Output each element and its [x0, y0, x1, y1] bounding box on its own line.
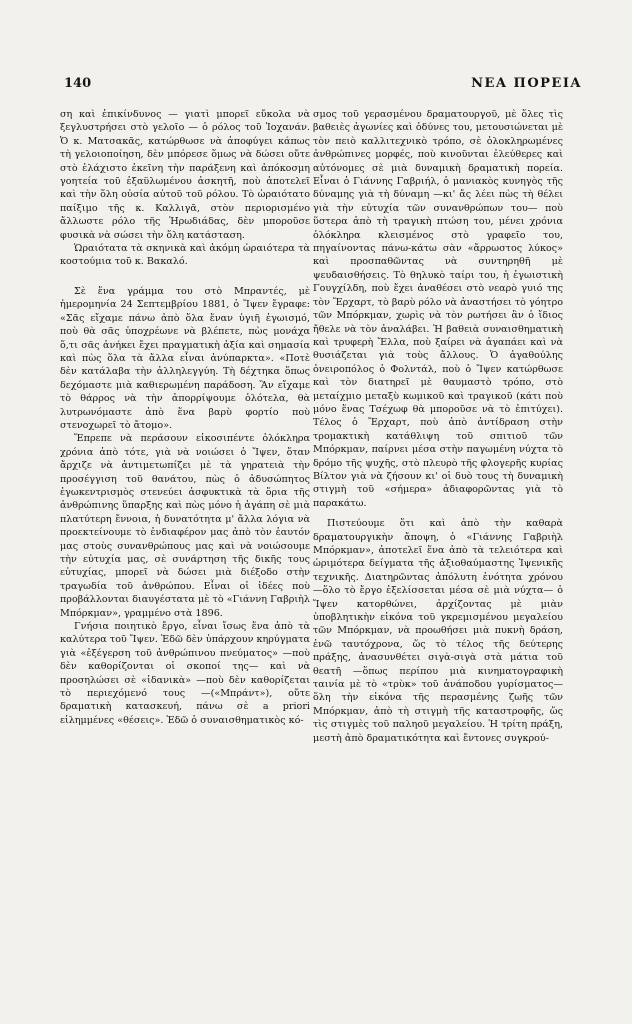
right-column [313, 108, 563, 745]
paragraph: Πιστεύουμε ὅτι καὶ ἀπὸ τὴν καθαρὰ δραματουργικὴν ἄποψη, ὁ «Γιάννης Γαβριὴλ Μπόρκμαν», ἀποτελεῖ ἕνα ἀπὸ τὰ τελειότερα καὶ ὡριμότερα δείγματα τῆς ἀξιοθαύμαστης Ἰψενικῆς τεχνικῆς. Διατηρῶντας ἀπόλυτη ἑνότητα χρόνου —ὅλο τὸ ἔργο ἐξελίσσεται μέσα σὲ μιὰ νύχτα— ὁ Ἴψεν κατορθώνει, ἀρχίζοντας μὲ μιὰν ὑποβλητικὴν εἰκόνα τοῦ γκρεμισμένου μεγαλείου τῶν Μπόρκμαν, νὰ προωθήσει μιὰ πυκνὴ δράση, ἐνῶ ταυτόχρονα, ὥς τὸ τέλος τῆς δεύτερης πράξης, ἀνασυνθέτει σιγὰ-σιγὰ στὰ μάτια τοῦ θεατῆ —ὅπως περίπου μιὰ κινηματογραφικὴ ταινία μὲ τὸ «τρὺκ» τοῦ ἀνάποδου γυρίσματος— ὅλη τὴν εἰκόνα τῆς περασμένης ζωῆς τῶν Μπόρκμαν, ἀπὸ τὴ στιγμὴ τῆς καταστροφῆς, ὥς τὶς στιγμὲς τοῦ παληοῦ μεγαλείου. Ἡ τρίτη πράξη, μεστὴ ἀπὸ δραματικότητα καὶ ἔντονες συγκρού- [313, 518, 563, 744]
paragraph: Ὡραιότατα τὰ σκηνικὰ καὶ ἀκόμη ὡραιότερα τὰ κοστούμια τοῦ κ. Βακαλό. [60, 243, 310, 268]
paragraph: Ἔπρεπε νὰ περάσουν εἰκοσιπέντε ὁλόκληρα χρόνια ἀπὸ τότε, γιὰ νὰ νοιώσει ὁ Ἴψεν, ὅταν ἄρχιζε νὰ ἀντιμετωπίζει μὲ τὰ γηρατειὰ τὴν προσέγγιση τοῦ θανάτου, πὼς ὁ ἀδυσώπητος ἐγωκεντρισμὸς στενεύει ἀσφυκτικὰ τὰ ὅρια τῆς ἀνθρώπινης ὕπαρξης καὶ πὼς μόνο ἡ ἀγάπη σὲ μιὰ πλατύτερη ἔννοια, ἡ δυνατότητα μ' ἄλλα λόγια νὰ προεκτείνουμε τὸ ἐνδιαφέρον μας ἀπὸ τὸν ἑαυτόν μας στοὺς συνανθρώπους μας καὶ νὰ νοιώσουμε τὴν εὐτυχία μας, σὲ συνάρτηση τῆς δικῆς τους εὐτυχίας, μπορεῖ νὰ δώσει μιὰ διέξοδο στὴν τραγωδία τοῦ ἀνθρώπου. Εἶναι οἱ ἰδέες ποὺ προβάλλονται διαυγέστατα μὲ τὸ «Γιάννη Γαβριὴλ Μπόρκμαν», γραμμένο στὰ 1896. [60, 433, 310, 619]
left-column [60, 108, 310, 727]
page-number: 140 [64, 76, 92, 91]
running-title: ΝΕΑ ΠΟΡΕΙΑ [471, 76, 582, 91]
paragraph: ση καὶ ἐπικίνδυνος — γιατὶ μπορεῖ εὔκολα νὰ ξεγλυστρήσει στὸ γελοῖο — ὁ ρόλος τοῦ Ἰοχανάν. Ὁ κ. Ματσακᾶς, κατώρθωσε νὰ ἀποφύγει κάπως τὴ γελοιοποίηση, δὲν μπόρεσε ὅμως νὰ δώσει οὔτε στὸ ἐλάχιστο ἐκεῖνη τὴν παράξενη καὶ ἀπόκοσμη γοητεία τοῦ ἐξαϋλωμένου ἀσκητῆ, ποὺ ἀποτελεῖ καὶ τὴν ὅλη οὐσία αὐτοῦ τοῦ ρόλου. Τὸ ὡραιότατο παίξιμο τῆς κ. Καλλιγᾶ, στὸν περιορισμένο ἄλλωστε ρόλο τῆς Ἡρωδιάδας, δὲν μποροῦσε φυσικὰ νὰ σώσει τὴν ὅλη κατάσταση. [60, 109, 310, 241]
paragraph: σμος τοῦ γερασμένου δραματουργοῦ, μὲ ὅλες τὶς βαθειὲς ἀγωνίες καὶ ὀδύνες του, μετουσιώνεται μὲ τὸν πειὸ καλλιτεχνικὸ τρόπο, σὲ ὁλοκληρωμένες ἀνθρώπινες μορφές, ποὺ κινοῦνται ἐλεύθερες καὶ αὐτόνομες σὲ μιὰ δυναμικὴ δραματικὴ πορεία. Εἶναι ὁ Γιάννης Γαβριήλ, ὁ μανιακὸς κυνηγὸς τῆς δύναμης γιὰ τὴ δύναμη —κι' ἄς λέει πὼς τὴ θέλει γιὰ τὴν εὐτυχία τῶν συνανθρώπων του— ποὺ ὕστερα ἀπὸ τὴ τραγικὴ πτώση του, μένει χρόνια ὁλόκληρα κλεισμένος στὸ γραφεῖο του, πηγαίνοντας πάνω-κάτω σὰν «ἄρρωστος λύκος» καὶ προσπαθῶντας νὰ συντηρηθῆ μὲ ψευδαισθήσεις. Τὸ θηλυκὸ ταίρι του, ἡ ἐγωιστικὴ Γουγχίλδη, ποὺ ἔχει ἀναθέσει στὸ νεαρὸ γυιό της τὸν Ἔρχαρτ, τὸ βαρὺ ρόλο νὰ ἀναστήσει τὸ γόητρο τῶν Μπόρκμαν, χωρὶς νὰ τὸν ρωτήσει ἂν ὁ ἴδιος ἤθελε νὰ τὸν ἀναλάβει. Ἡ βαθειὰ συναισθηματικὴ καὶ τρυφερὴ Ἔλλα, ποὺ ξαίρει νὰ ἀγαπάει καὶ νὰ θυσιάζεται γιὰ τοὺς ἄλλους. Ὁ ἀγαθούλης ὀνειροπόλος ὁ Φολντάλ, ποὺ ὁ Ἴψεν κατώρθωσε καὶ τὸν διατηρεῖ μὲ θαυμαστὸ τρόπο, στὸ μεταίχμιο μεταξὺ κωμικοῦ καὶ τραγικοῦ (κάτι ποὺ μόνο ἕνας Τσέχωφ θὰ μποροῦσε νὰ τὸ ἐπιτύχει). Τέλος ὁ Ἔρχαρτ, ποὺ ἀπὸ ἀντίδραση στὴν τρομακτικὴ κατάθλιψη τοῦ σπιτιοῦ τῶν Μπόρκμαν, παίρνει μέσα στὴν παγωμένη νύχτα τὸ δρόμο τῆς ψυχῆς, στὸ πλευρὸ τῆς φλογερῆς κυρίας Βίλτον γιὰ νὰ ζήσουν κι' οἱ δυὸ τους τὴ δυναμικὴ στιγμὴ τοῦ «σήμερα» ἀδιαφορῶντας γιὰ τὸ παρακάτω. [313, 109, 563, 509]
page-header [64, 76, 582, 96]
paragraph: Γνήσια ποιητικὸ ἔργο, εἶναι ἴσως ἕνα ἀπὸ τὰ καλύτερα τοῦ Ἴψεν. Ἐδῶ δὲν ὑπάρχουν κηρύγματα γιὰ «ἐξέγερση τοῦ ἀνθρώπινου πνεύματος» —ποὺ δὲν καθορίζονται οἱ σκοποί της— καὶ νὰ προσηλώσει σὲ «ἰδανικὰ» —ποὺ δὲν καθορίζεται τὸ περιεχόμενό τους —(«Μπράντ»), οὔτε δραματικὴ κατασκευή, πάνω σὲ a priori εἰλημμένες «θέσεις». Ἐδῶ ὁ συναισθηματικὸς κό- [60, 621, 310, 726]
paragraph: Σὲ ἕνα γράμμα του στὸ Μπραντές, μὲ ἡμερομηνία 24 Σεπτεμβρίου 1881, ὁ Ἴψεν ἔγραφε: «Σᾶς εἴχαμε πάνω ἀπὸ ὅλα ἕναν ὑγιῆ ἐγωισμό, ποὺ θὰ σᾶς ὑποχρέωνε νὰ βλέπετε, πὼς μονάχα ὅ,τι σᾶς ἀνήκει ἔχει πραγματικὴ ἀξία καὶ σημασία καὶ πὼς ὅλα τὰ ἄλλα εἶναι ἀνύπαρκτα». «Ποτὲ δὲν κατάλαβα τὴν ἀλληλεγγύη. Τὴ δέχτηκα ὅπως δεχόμαστε μιὰ καθιερωμένη παράδοση. Ἂν εἴχαμε τὸ θάρρος νὰ τὴν ἀπορρίψουμε ὁλότελα, θὰ λυτρωνόμαστε ἀπὸ ἕνα βαρὺ φορτίο ποὺ στενοχωρεῖ τὸ ἄτομο». [60, 285, 310, 431]
